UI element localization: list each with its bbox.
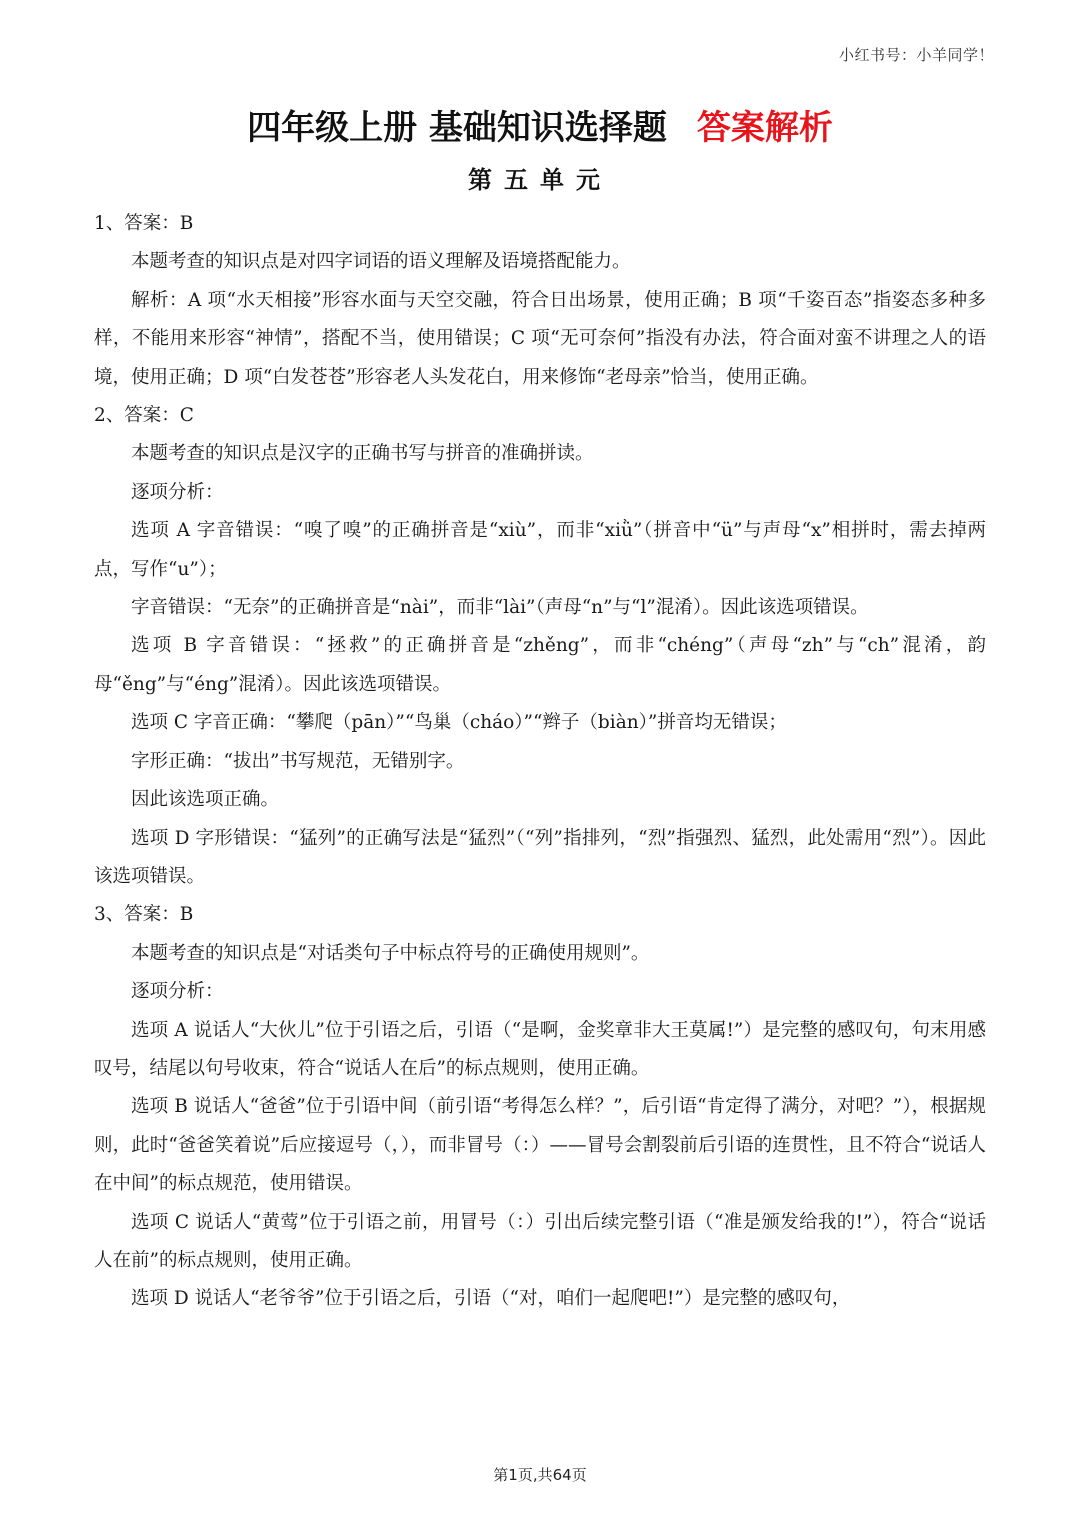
explanation-paragraph: 逐项分析： bbox=[131, 481, 224, 503]
explanation-paragraph: 选项 D 说话人“老爷爷”位于引语之后，引语（“对，咱们一起爬吧!”）是完整的感叹句， bbox=[131, 1288, 851, 1310]
title-main: 四年级上册 基础知识选择题 bbox=[247, 108, 667, 148]
explanation-paragraph: 字形正确：“拔出”书写规范，无错别字。 bbox=[131, 750, 465, 772]
explanation-paragraph: 本题考查的知识点是对四字词语的语义理解及语境搭配能力。 bbox=[131, 251, 631, 273]
explanation-paragraph: 选项 C 说话人“黄莺”位于引语之前，用冒号（：）引出后续完整引语（“准是颁发给我的!”），符合“说话人在前”的标点规则，使用正确。 bbox=[94, 1211, 986, 1271]
explanation-paragraph: 选项 B 字音错误：“拯救”的正确拼音是“zhěng”，而非“chéng”（声母“zh”与“ch”混淆，韵母“ěng”与“éng”混淆）。因此该选项错误。 bbox=[94, 635, 986, 695]
page-number: 第1页,共64页 bbox=[493, 1466, 587, 1484]
explanation-paragraph: 选项 C 字音正确：“攀爬（pān）”“鸟巢（cháo）”“辫子（biàn）”拼音均无错误； bbox=[131, 712, 787, 734]
title-highlight: 答案解析 bbox=[696, 108, 833, 148]
explanation-paragraph: 字音错误：“无奈”的正确拼音是“nài”，而非“lài”（声母“n”与“l”混淆）。因此该选项错误。 bbox=[131, 597, 869, 619]
answer-heading: 1、答案：B bbox=[94, 213, 194, 234]
explanation-paragraph: 本题考查的知识点是汉字的正确书写与拼音的准确拼读。 bbox=[131, 443, 594, 465]
explanation-paragraph: 因此该选项正确。 bbox=[131, 789, 280, 811]
explanation-paragraph: 选项 A 说话人“大伙儿”位于引语之后，引语（“是啊，金奖章非大王莫属!”）是完整的感叹句，句末用感叹号，结尾以句号收束，符合“说话人在后”的标点规则，使用正确。 bbox=[94, 1019, 986, 1079]
page-title bbox=[0, 100, 1080, 149]
answer-content bbox=[94, 205, 986, 1319]
explanation-paragraph: 解析：A 项“水天相接”形容水面与天空交融，符合日出场景，使用正确；B 项“千姿百态”指姿态多种多样，不能用来形容“神情”，搭配不当，使用错误；C 项“无可奈何”指没有办法，符合面对蛮不讲理之人的语境，使用正确；D 项“白发苍苍”形容老人头发花白，用来修饰“老母亲”恰当，使用正确。 bbox=[94, 289, 986, 388]
explanation-paragraph: 选项 D 字形错误：“猛列”的正确写法是“猛烈”（“列”指排列，“烈”指强烈、猛烈，此处需用“烈”）。因此该选项错误。 bbox=[94, 827, 986, 887]
answer-heading: 3、答案：B bbox=[94, 904, 194, 926]
answer-heading: 2、答案：C bbox=[94, 405, 194, 427]
explanation-paragraph: 本题考查的知识点是“对话类句子中标点符号的正确使用规则”。 bbox=[131, 942, 650, 964]
explanation-paragraph: 选项 B 说话人“爸爸”位于引语中间（前引语“考得怎么样？”，后引语“肯定得了满分，对吧？”），根据规则，此时“爸爸笑着说”后应接逗号（，），而非冒号（：）——冒号会割裂前后引语的连贯性，且不符合“说话人在中间”的标点规范，使用错误。 bbox=[94, 1096, 986, 1195]
unit-heading: 第五单元 bbox=[468, 166, 612, 194]
explanation-paragraph: 逐项分析： bbox=[131, 981, 224, 1003]
watermark: 小红书号：小羊同学！ bbox=[838, 46, 994, 64]
explanation-paragraph: 选项 A 字音错误：“嗅了嗅”的正确拼音是“xiù”，而非“xiǜ”（拼音中“ü”与声母“x”相拼时，需去掉两点，写作“u”）； bbox=[94, 520, 986, 580]
